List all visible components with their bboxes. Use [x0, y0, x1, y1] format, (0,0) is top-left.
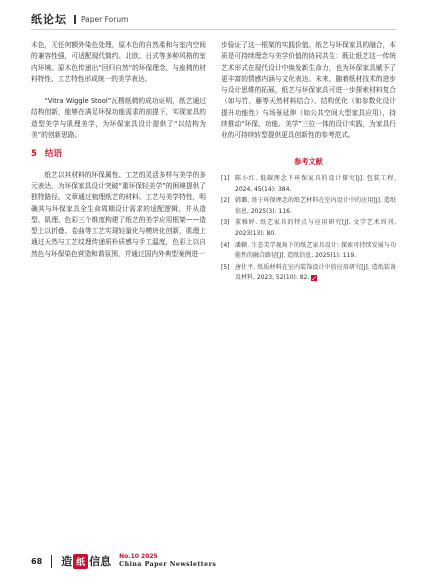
magazine-section-title: 纸论坛 — [31, 13, 67, 26]
page-footer — [31, 552, 216, 570]
reference-number: [1] — [221, 174, 230, 182]
logo-char: 信息 — [89, 555, 112, 568]
journal-meta — [119, 553, 216, 569]
reference-item — [221, 263, 396, 284]
reference-item — [221, 218, 396, 239]
page-header — [31, 12, 128, 26]
section-title: 结语 — [44, 149, 62, 160]
footer-divider — [51, 555, 52, 568]
right-column — [221, 40, 396, 285]
reference-item — [221, 241, 396, 262]
header-rule — [31, 29, 397, 30]
references-title: 参考文献 — [294, 156, 323, 166]
body-paragraph: 步验证了这一框架的实践价值。纸艺与环保家具的融合，本质是可持续理念与美学价值的协同共生：既让纸艺这一传统艺术形式在现代设计中焕发新生命力，也为环保家具赋予了更丰富的情感内涵与文化表达。未来，随着纸材技术的进步与设计思维的拓展，纸艺与环保家具可进一步探索材料复合（如与竹、藤等天然材料结合）、结构优化（如参数化设计提升功能性）与场景延伸（如公共空间大型家具应用），持续推动“环保、功能、美学”三位一体的设计实践，为家具行业的可持续转型提供更具创新性的参考范式。 — [221, 41, 396, 140]
reference-text: 董雅婷. 纸艺家具的特点与应用研究[J]. 文学艺术周刊, 2023(13): 80. — [235, 219, 396, 237]
body-paragraph: 木色，无任何额外染色处理，原木色的自然柔和与室内空间的兼容性强，可适配现代简约、北欧、日式等多种风格的室内环境。原木色传递出“回归自然”的环保理念，与座椅的材料特性、工艺特性形成统一的美学表达。 — [31, 41, 206, 83]
reference-number: [5] — [221, 263, 230, 271]
reference-item — [221, 174, 396, 195]
issue-number: No.10 2025 — [119, 553, 158, 560]
section-name: Paper Forum — [81, 14, 129, 24]
reference-text: 唐仕平. 纸质材料在室内装饰设计中的应用研究[J]. 造纸装备及材料, 2023, 52(10): 82. — [235, 263, 396, 282]
reference-item — [221, 196, 396, 217]
references-list — [221, 174, 396, 284]
page-number: 68 — [31, 556, 43, 566]
section-heading — [31, 149, 206, 160]
section-number: 5 — [31, 149, 37, 160]
left-column — [31, 40, 206, 260]
reference-text: 陈小红. 低碳理念下环保家具的设计探究[J]. 包装工程, 2024, 45(14): 384. — [235, 174, 396, 193]
end-of-article-icon — [311, 275, 317, 281]
body-paragraph: 纸艺以其材料的环保属性、工艺的灵活多样与美学的多元表达，为环保家具设计突破“重环保轻美学”的困境提供了独特路径。文章通过梳理纸艺的材料、工艺与美学特性，明确其与环保家具全生命周期设计需求的适配逻辑，并从造型、肌理、色彩三个维度构建了纸艺的美学应用框架——造型上以折叠、卷曲等工艺实现轻量化与模块化创新，肌理上通过天然与工艺纹理传递质朴质感与手工温度，色彩上以自然色与环保染色营造和谐氛围，并通过国内外典型案例进一 — [31, 170, 206, 258]
reference-number: [2] — [221, 197, 230, 205]
header-divider — [74, 15, 76, 24]
logo-char: 造 — [61, 555, 73, 568]
reference-text: 潘颖. 生态美学视角下的纸艺家具设计: 探索可持续发展与功能性的融合路径[J]. 造纸信息, 2025(1): 119. — [235, 241, 396, 260]
reference-number: [4] — [221, 241, 230, 249]
journal-logo — [61, 553, 111, 569]
logo-seal-icon: 纸 — [73, 554, 88, 569]
publication-name: China Paper Newsletters — [119, 561, 217, 568]
reference-text: 韩璐. 基于环保理念的纸艺材料在室内设计中的应用[J]. 造纸信息, 2025(3): 116. — [235, 197, 396, 215]
reference-number: [3] — [221, 219, 230, 227]
body-paragraph: “Vitra Wiggle Stool”瓦楞纸椅的成功证明，纸艺通过结构创新，能够在满足环保功能需求的前提下，实现家具的造型美学与肌理美学，为环保家具设计提供了“以结构为美”的创新思路。 — [31, 97, 206, 140]
